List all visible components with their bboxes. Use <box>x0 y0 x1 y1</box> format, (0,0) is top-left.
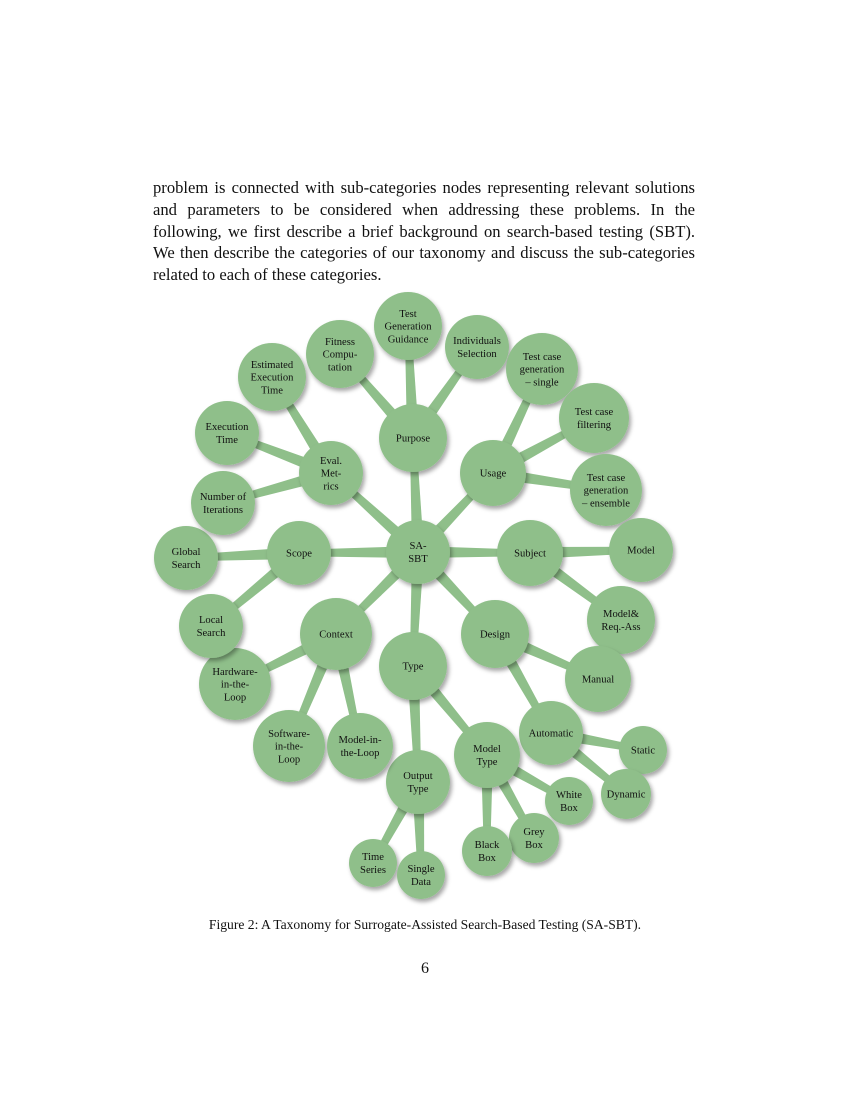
node-label-context: Context <box>319 629 353 641</box>
node-output-type <box>386 750 450 814</box>
node-label-scope: Scope <box>286 548 312 560</box>
node-label-model-req-ass: Req.-Ass <box>601 622 641 633</box>
node-label-test-case-filtering: Test case <box>574 407 614 419</box>
node-label-output-type: Output <box>403 771 433 783</box>
node-manual <box>565 646 631 712</box>
node-label-grey-box: Box <box>525 840 543 851</box>
node-grey-box <box>509 813 559 863</box>
taxonomy-mindmap <box>0 285 850 910</box>
node-label-output-type: Type <box>407 784 429 795</box>
node-label-root: SBT <box>408 554 428 565</box>
node-test-case-generation-single <box>506 333 578 405</box>
node-label-test-generation-guidance: Generation <box>384 321 432 333</box>
node-label-number-of-iterations: Iterations <box>202 505 244 516</box>
body-paragraph: problem is connected with sub-categories nodes representing relevant solutions and parameters to be considered when addressing these problems. In the following, we first describe a brief background on search-based testing (SBT). We then describe the categories of our taxonomy and discuss the sub-categories related to each of these categories. <box>153 178 695 285</box>
node-label-test-case-generation-single: generation <box>519 364 565 376</box>
node-label-test-generation-guidance: Test <box>399 308 417 320</box>
node-model-req-ass <box>587 586 655 654</box>
node-number-of-iterations <box>191 471 255 535</box>
node-label-estimated-execution-time: Estimated <box>250 359 294 371</box>
node-label-software-in-the-loop: in-the- <box>274 741 304 753</box>
node-label-hardware-in-the-loop: Hardware- <box>212 666 258 678</box>
node-hardware-in-the-loop <box>199 648 271 720</box>
node-label-eval-metrics: rics <box>323 481 339 493</box>
figure-caption: Figure 2: A Taxonomy for Surrogate-Assisted Search-Based Testing (SA-SBT). <box>208 917 642 932</box>
node-type <box>379 632 447 700</box>
node-model-in-the-loop <box>327 713 393 779</box>
node-label-eval-metrics: Met- <box>320 468 342 480</box>
node-label-software-in-the-loop: Loop <box>277 754 301 766</box>
node-label-dynamic: Dynamic <box>606 789 646 801</box>
node-execution-time <box>195 401 259 465</box>
node-label-white-box: White <box>556 790 582 802</box>
node-label-fitness-computation: Compu- <box>322 349 358 361</box>
node-label-automatic: Automatic <box>528 728 574 740</box>
node-label-number-of-iterations: Number of <box>199 492 247 504</box>
node-dynamic <box>601 769 651 819</box>
node-label-estimated-execution-time: Time <box>261 385 283 397</box>
node-single-data <box>397 851 445 899</box>
node-purpose <box>379 404 447 472</box>
node-label-time-series: Series <box>360 865 386 876</box>
node-label-grey-box: Grey <box>523 827 545 839</box>
node-label-test-generation-guidance: Guidance <box>387 334 429 346</box>
node-label-test-case-filtering: filtering <box>576 420 612 431</box>
node-model <box>609 518 673 582</box>
node-label-model-type: Model <box>473 744 501 756</box>
node-label-design: Design <box>479 629 511 641</box>
node-label-model-type: Type <box>476 757 498 768</box>
node-label-white-box: Box <box>560 803 578 814</box>
node-time-series <box>349 839 397 887</box>
node-label-static: Static <box>630 745 656 757</box>
node-global-search <box>154 526 218 590</box>
node-label-type: Type <box>402 661 424 673</box>
node-label-test-case-generation-ensemble: Test case <box>586 472 626 484</box>
node-fitness-computation <box>306 320 374 388</box>
node-test-generation-guidance <box>374 292 442 360</box>
node-subject <box>497 520 563 586</box>
node-scope <box>267 521 331 585</box>
node-label-usage: Usage <box>479 468 507 480</box>
node-label-test-case-generation-single: – single <box>525 377 559 389</box>
node-label-model: Model <box>627 545 655 557</box>
node-label-test-case-generation-ensemble: generation <box>583 485 629 497</box>
node-context <box>300 598 372 670</box>
node-eval-metrics <box>299 441 363 505</box>
node-label-execution-time: Execution <box>205 422 249 434</box>
node-label-test-case-generation-single: Test case <box>522 351 562 363</box>
node-label-time-series: Time <box>362 852 384 864</box>
node-test-case-filtering <box>559 383 629 453</box>
node-label-individuals-selection: Selection <box>457 349 497 360</box>
node-software-in-the-loop <box>253 710 325 782</box>
node-label-subject: Subject <box>514 548 546 560</box>
node-label-hardware-in-the-loop: Loop <box>223 692 247 704</box>
node-label-single-data: Single <box>407 864 435 876</box>
node-label-global-search: Global <box>171 547 201 559</box>
node-label-individuals-selection: Individuals <box>453 336 501 348</box>
node-usage <box>460 440 526 506</box>
node-label-manual: Manual <box>581 674 615 686</box>
node-label-single-data: Data <box>411 877 431 888</box>
node-label-fitness-computation: Fitness <box>324 336 356 348</box>
node-label-execution-time: Time <box>216 435 238 446</box>
node-label-global-search: Search <box>171 560 201 571</box>
node-label-model-req-ass: Model& <box>603 609 639 621</box>
node-label-root: SA- <box>409 541 427 553</box>
node-model-type <box>454 722 520 788</box>
node-test-case-generation-ensemble <box>570 454 642 526</box>
node-local-search <box>179 594 243 658</box>
node-label-model-in-the-loop: Model-in- <box>338 735 382 747</box>
node-design <box>461 600 529 668</box>
node-automatic <box>519 701 583 765</box>
node-label-eval-metrics: Eval. <box>319 455 343 467</box>
node-label-model-in-the-loop: the-Loop <box>340 748 380 759</box>
node-label-black-box: Box <box>478 853 496 864</box>
node-estimated-execution-time <box>238 343 306 411</box>
node-black-box <box>462 826 512 876</box>
node-label-fitness-computation: tation <box>327 362 353 374</box>
node-label-estimated-execution-time: Execution <box>250 372 294 384</box>
page-number: 6 <box>421 960 429 977</box>
node-label-hardware-in-the-loop: in-the- <box>220 679 250 691</box>
node-label-purpose: Purpose <box>395 433 431 445</box>
node-white-box <box>545 777 593 825</box>
node-label-black-box: Black <box>474 840 500 852</box>
node-label-local-search: Search <box>196 628 226 639</box>
node-label-local-search: Local <box>198 615 224 627</box>
node-individuals-selection <box>445 315 509 379</box>
node-static <box>619 726 667 774</box>
node-label-software-in-the-loop: Software- <box>268 728 310 740</box>
node-label-test-case-generation-ensemble: – ensemble <box>582 498 630 510</box>
node-root <box>386 520 450 584</box>
